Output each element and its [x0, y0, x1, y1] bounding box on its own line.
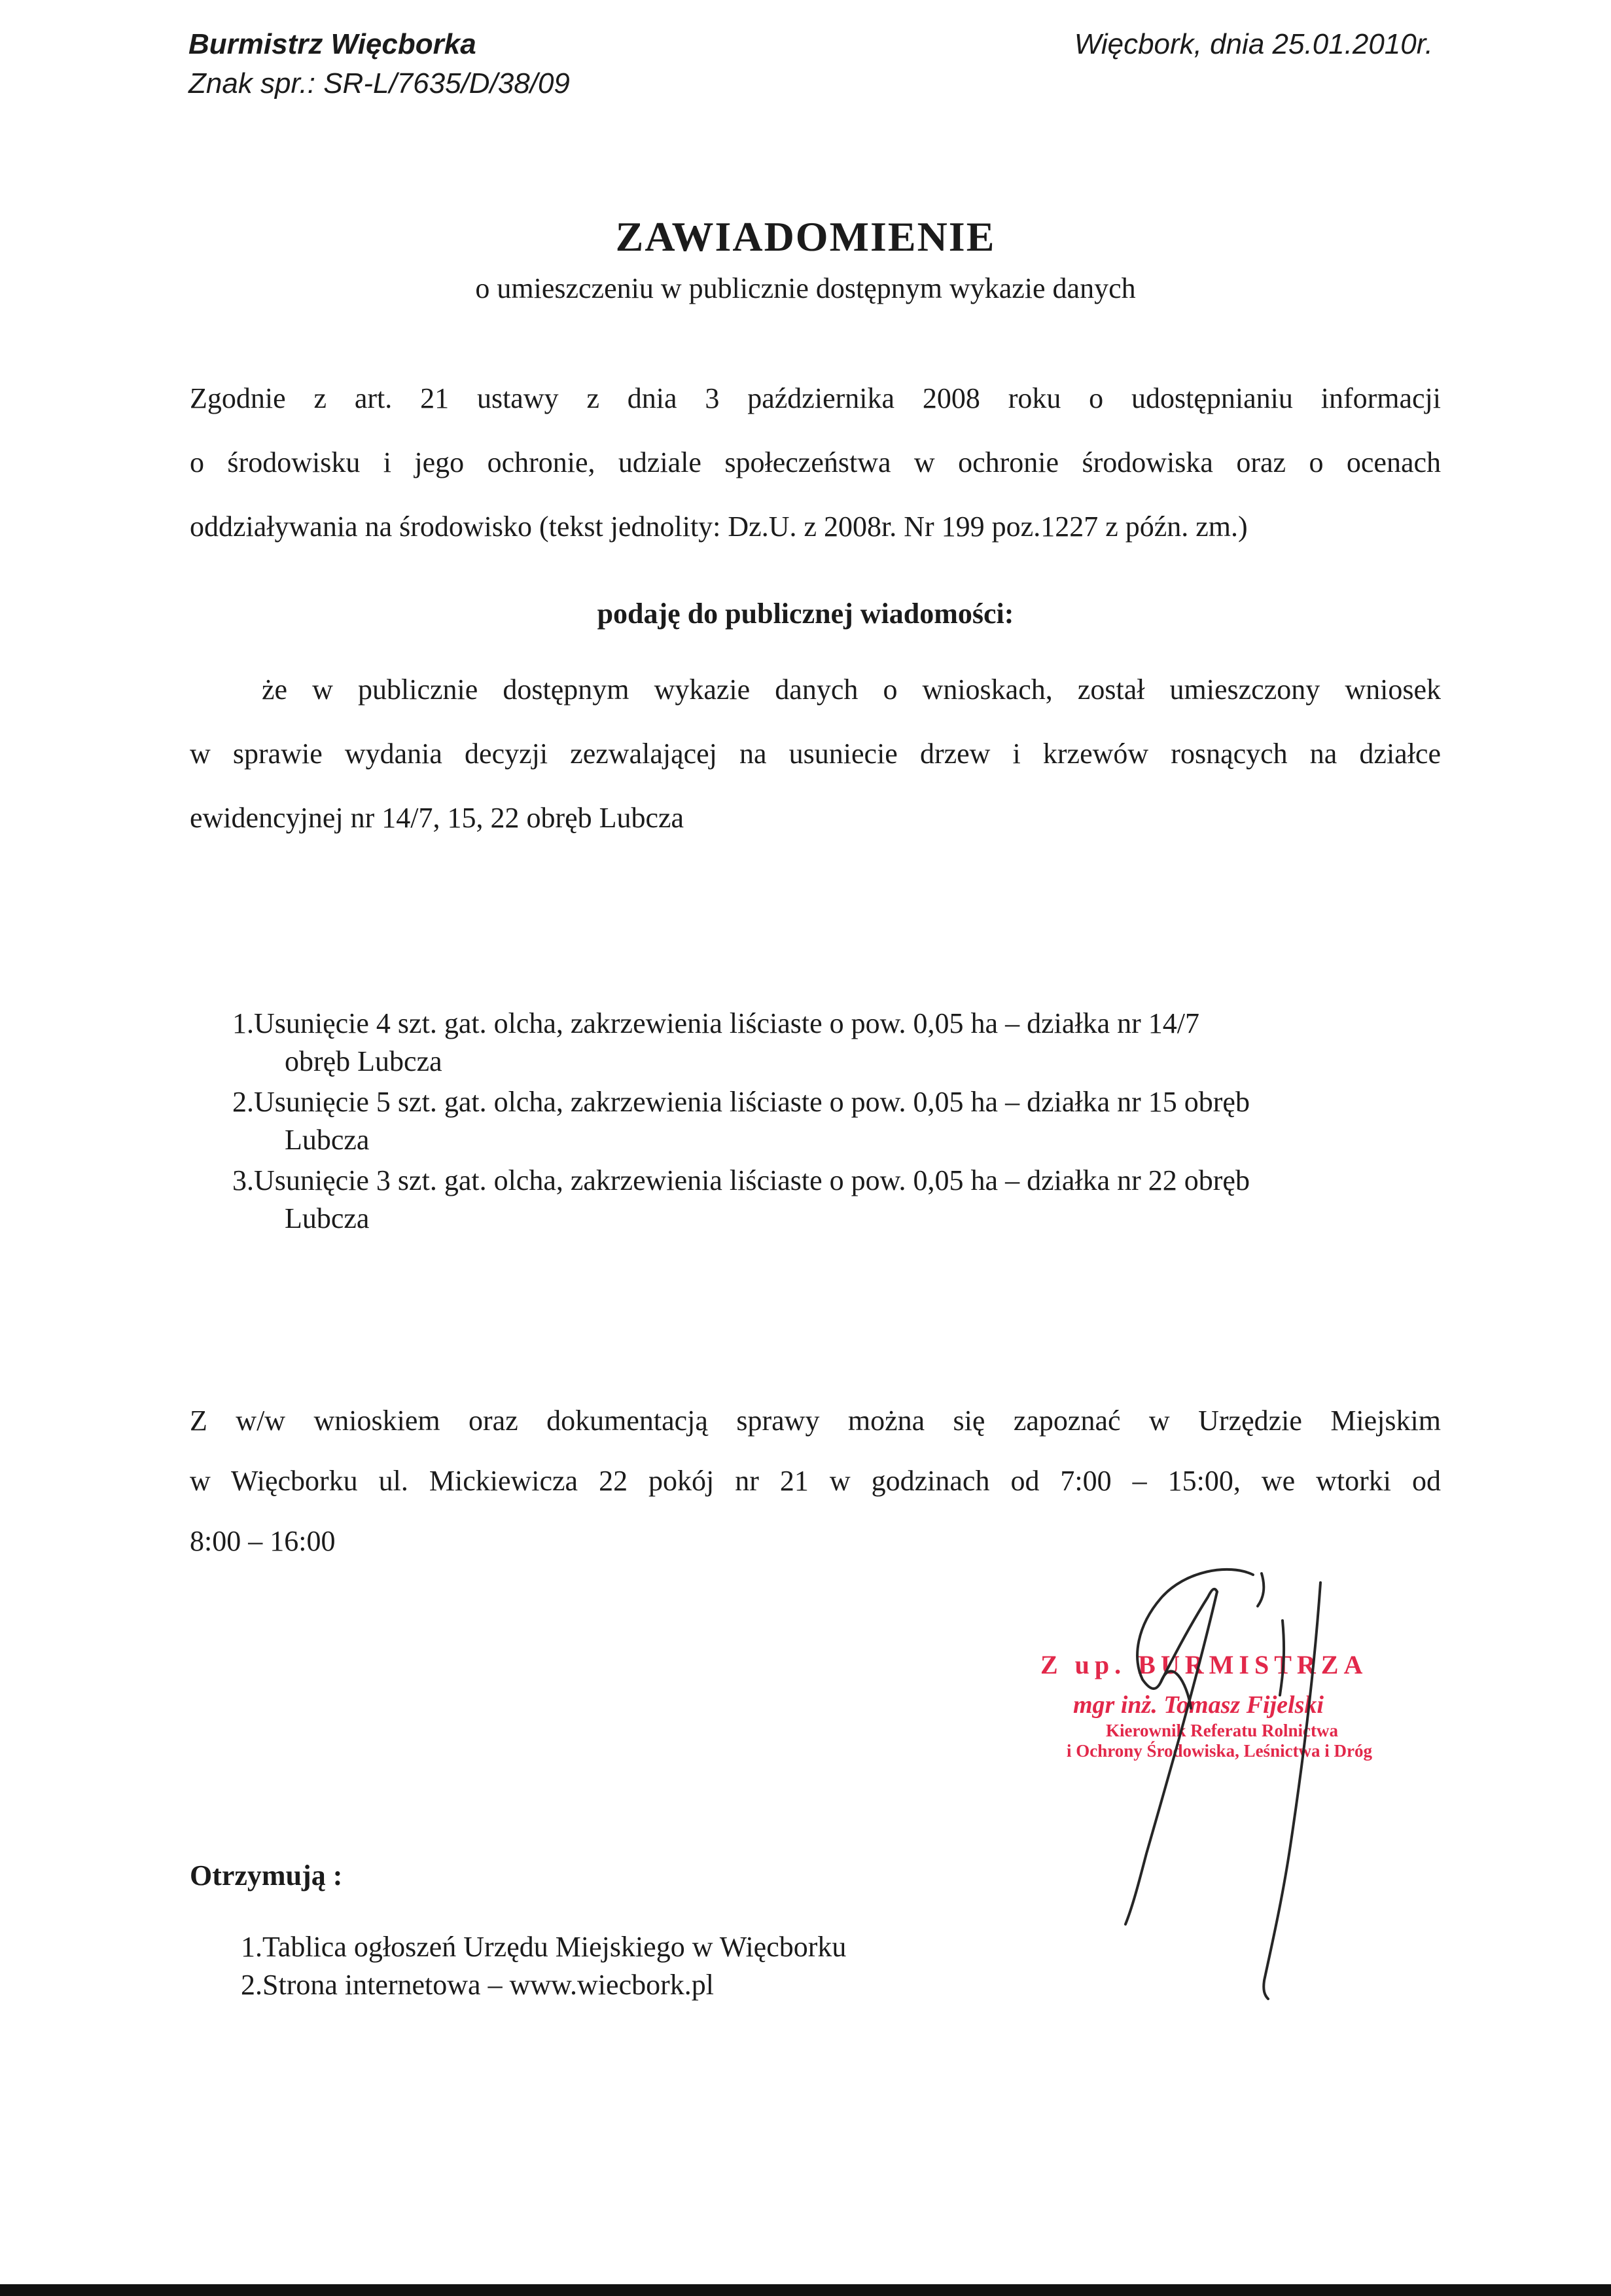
list-item-text: Usunięcie 3 szt. gat. olcha, zakrzewienia liściaste o pow. 0,05 ha – działka nr 22 obręb	[254, 1164, 1250, 1196]
list-item	[232, 1083, 1443, 1162]
handwritten-signature	[1021, 1558, 1440, 2003]
body-paragraph	[190, 658, 1441, 850]
recipients-heading: Otrzymują :	[190, 1859, 343, 1892]
list-item-text: Usunięcie 4 szt. gat. olcha, zakrzewienia liściaste o pow. 0,05 ha – działka nr 14/7	[254, 1007, 1199, 1039]
body-line: że w publicznie dostępnym wykazie danych o wnioskach, został umieszczony wniosek	[262, 673, 1441, 706]
legal-basis-line: Zgodnie z art. 21 ustawy z dnia 3 października 2008 roku o udostępnianiu informacji	[190, 382, 1441, 414]
info-line: w Więcborku ul. Mickiewicza 22 pokój nr 21 w godzinach od 7:00 – 15:00, we wtorki od	[190, 1465, 1441, 1497]
list-item	[232, 1162, 1443, 1240]
reference-number: Znak spr.: SR-L/7635/D/38/09	[188, 67, 570, 99]
issuer-office: Burmistrz Więcborka	[188, 28, 476, 60]
legal-basis-paragraph	[190, 367, 1441, 559]
announcement-heading: podaję do publicznej wiadomości:	[597, 598, 1014, 630]
list-item-continuation: obręb Lubcza	[285, 1045, 442, 1077]
list-item	[241, 1966, 846, 2004]
info-paragraph	[190, 1391, 1441, 1571]
list-item-number: 1.	[232, 1007, 254, 1039]
document-title: ZAWIADOMIENIE	[615, 213, 996, 260]
tree-removal-list	[232, 1005, 1443, 1240]
stamp-official-name: mgr inż. Tomasz Fijelski	[1073, 1691, 1324, 1719]
legal-basis-line: oddziaływania na środowisko (tekst jednolity: Dz.U. z 2008r. Nr 199 poz.1227 z późn. zm.)	[190, 511, 1248, 543]
list-item	[241, 1928, 846, 1966]
stamp-position: Kierownik Referatu Rolnictwa	[1106, 1721, 1338, 1740]
list-item-continuation: Lubcza	[285, 1202, 370, 1234]
info-line: 8:00 – 16:00	[190, 1525, 336, 1557]
stamp-authority: Z up. BURMISTRZA	[1040, 1650, 1368, 1679]
list-item-continuation: Lubcza	[285, 1124, 370, 1156]
stamp-department: i Ochrony Środowiska, Leśnictwa i Dróg	[1067, 1741, 1373, 1761]
document-subtitle: o umieszczeniu w publicznie dostępnym wykazie danych	[475, 272, 1136, 304]
legal-basis-line: o środowisku i jego ochronie, udziale społeczeństwa w ochronie środowiska oraz o ocenach	[190, 446, 1441, 478]
recipients-list	[241, 1928, 846, 2004]
place-and-date: Więcbork, dnia 25.01.2010r.	[1074, 28, 1433, 60]
list-item-number: 2.	[241, 1969, 262, 2001]
scan-edge	[0, 2284, 1611, 2296]
body-line: w sprawie wydania decyzji zezwalającej na usuniecie drzew i krzewów rosnących na działce	[190, 738, 1441, 770]
list-item-number: 3.	[232, 1164, 254, 1196]
list-item-text: Tablica ogłoszeń Urzędu Miejskiego w Więcborku	[262, 1931, 847, 1963]
info-line: Z w/w wnioskiem oraz dokumentacją sprawy można się zapoznać w Urzędzie Miejskim	[190, 1405, 1441, 1437]
list-item-number: 2.	[232, 1086, 254, 1118]
list-item-number: 1.	[241, 1931, 262, 1963]
list-item-text: Strona internetowa – www.wiecbork.pl	[262, 1969, 714, 2001]
body-line: ewidencyjnej nr 14/7, 15, 22 obręb Lubcza	[190, 802, 684, 834]
list-item	[232, 1005, 1443, 1083]
list-item-text: Usunięcie 5 szt. gat. olcha, zakrzewienia liściaste o pow. 0,05 ha – działka nr 15 obręb	[254, 1086, 1250, 1118]
